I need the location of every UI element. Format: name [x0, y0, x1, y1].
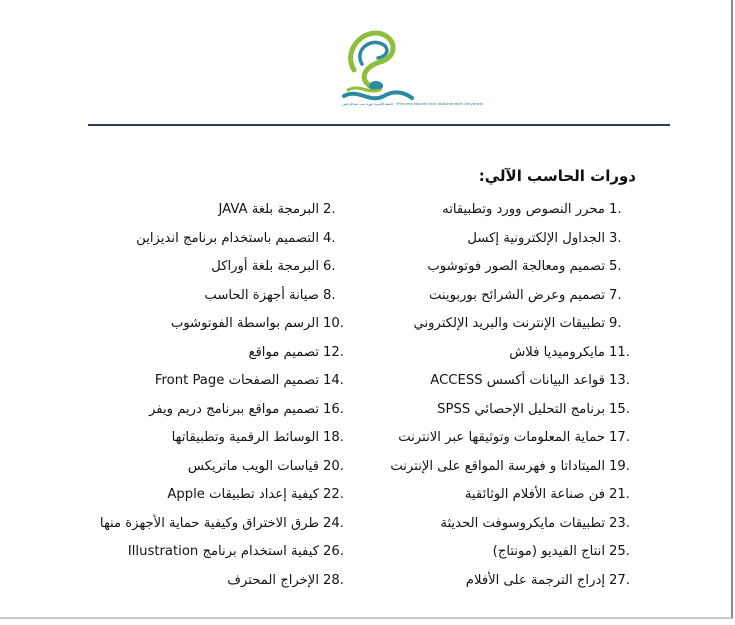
course-title: تصميم ومعالجة الصور فوتوشوب [427, 259, 605, 274]
course-title: انتاج الفيديو (مونتاج) [492, 544, 605, 559]
course-item [79, 426, 349, 455]
course-number: 7. [609, 287, 622, 303]
course-item [375, 369, 635, 398]
course-item [79, 398, 349, 427]
course-number: 5. [609, 259, 622, 274]
course-item [375, 341, 635, 370]
course-number: 28. [323, 572, 344, 588]
course-item [79, 569, 349, 598]
course-title: تطبيقات الإنترنت والبريد الإلكتروني [413, 316, 605, 331]
logo-caption: جامعة الأميرة نورة بنت عبدالرحمن · Princess Nourah bint Abdulrahman University [342, 102, 484, 106]
course-item [375, 198, 635, 227]
course-item [375, 398, 635, 427]
course-number: 25. [609, 544, 630, 559]
course-item [375, 483, 635, 512]
course-title: كيفية استخدام برنامج Illustration [127, 544, 319, 559]
course-number: 8. [323, 287, 336, 303]
course-title: طرق الاختراق وكيفية حماية الأجهزة منها [99, 515, 319, 531]
logo-green-swirl [351, 33, 393, 86]
course-item [375, 227, 635, 256]
course-number: 6. [323, 259, 336, 274]
course-title: تصميم الصفحات Front Page [154, 373, 319, 388]
course-item [79, 284, 349, 313]
course-number: 2. [323, 202, 336, 217]
course-title: برنامج التحليل الإحصائي SPSS [437, 401, 605, 417]
course-number: 13. [609, 373, 630, 388]
logo-base-wave [344, 92, 412, 98]
course-number: 12. [323, 344, 344, 360]
course-title: الإخراج المحترف [227, 572, 319, 588]
course-title: قواعد البيانات أكسس ACCESS [430, 373, 605, 388]
course-number: 1. [609, 202, 622, 217]
course-number: 10. [323, 316, 344, 331]
course-number: 11. [609, 344, 630, 360]
course-title: مايكروميديا فلاش [509, 344, 605, 360]
course-number: 16. [323, 401, 344, 417]
course-title: كيفية إعداد تطبيقات Apple [167, 487, 319, 502]
course-number: 22. [323, 487, 344, 502]
course-item [375, 426, 635, 455]
course-number: 18. [323, 430, 344, 445]
course-item [375, 255, 635, 284]
course-item [375, 312, 635, 341]
course-title: البرمجة بلغة أوراكل [211, 259, 319, 274]
course-title: الجداول الإلكترونية إكسل [467, 230, 605, 246]
course-number: 21. [609, 487, 630, 502]
page-title: دورات الحاسب الآلي: [478, 167, 636, 185]
course-item [79, 227, 349, 256]
course-item [375, 540, 635, 569]
course-item [79, 255, 349, 284]
course-title: فن صناعة الأفلام الوثائقية [464, 487, 605, 502]
course-item [375, 569, 635, 598]
course-number: 23. [609, 515, 630, 531]
course-number: 3. [609, 230, 622, 246]
header-divider [88, 124, 670, 126]
course-title: تصميم مواقع [248, 344, 319, 360]
course-title: الميتاداتا و فهرسة المواقع على الإنترنت [390, 458, 605, 474]
course-title: إدراج الترجمة على الأفلام [465, 572, 605, 588]
course-number: 9. [609, 316, 622, 331]
course-number: 14. [323, 373, 344, 388]
course-item [79, 455, 349, 484]
course-item [79, 312, 349, 341]
course-title: محرر النصوص وورد وتطبيقاته [442, 202, 605, 217]
course-title: تطبيقات مايكروسوفت الحديثة [440, 515, 605, 531]
course-title: صيانة أجهزة الحاسب [204, 287, 319, 303]
course-item [79, 540, 349, 569]
course-title: تصميم مواقع ببرنامج دريم ويفر [149, 401, 319, 417]
course-title: الرسم بواسطة الفوتوشوب [170, 316, 319, 331]
course-item [79, 198, 349, 227]
course-title: البرمجة بلغة JAVA [218, 202, 319, 217]
course-item [79, 512, 349, 541]
course-title: التصميم باستخدام برنامج انديزاين [136, 230, 319, 246]
course-item [79, 369, 349, 398]
course-number: 15. [609, 401, 630, 417]
course-number: 26. [323, 544, 344, 559]
course-item [375, 455, 635, 484]
course-item [375, 512, 635, 541]
course-number: 27. [609, 572, 630, 588]
course-title: الوسائط الرقمية وتطبيقاتها [171, 430, 319, 445]
course-number: 20. [323, 458, 344, 474]
course-title: حماية المعلومات وتوثيقها عبر الانترنت [398, 430, 605, 445]
course-item [79, 483, 349, 512]
course-title: قياسات الويب ماتريكس [187, 458, 319, 474]
course-number: 24. [323, 515, 344, 531]
course-item [79, 341, 349, 370]
courses-list-left [79, 198, 349, 597]
course-number: 17. [609, 430, 630, 445]
course-title: تصميم وعرض الشرائح بوربوينت [428, 287, 605, 303]
course-item [375, 284, 635, 313]
course-number: 4. [323, 230, 336, 246]
course-number: 19. [609, 458, 630, 474]
courses-list-right [375, 198, 635, 597]
